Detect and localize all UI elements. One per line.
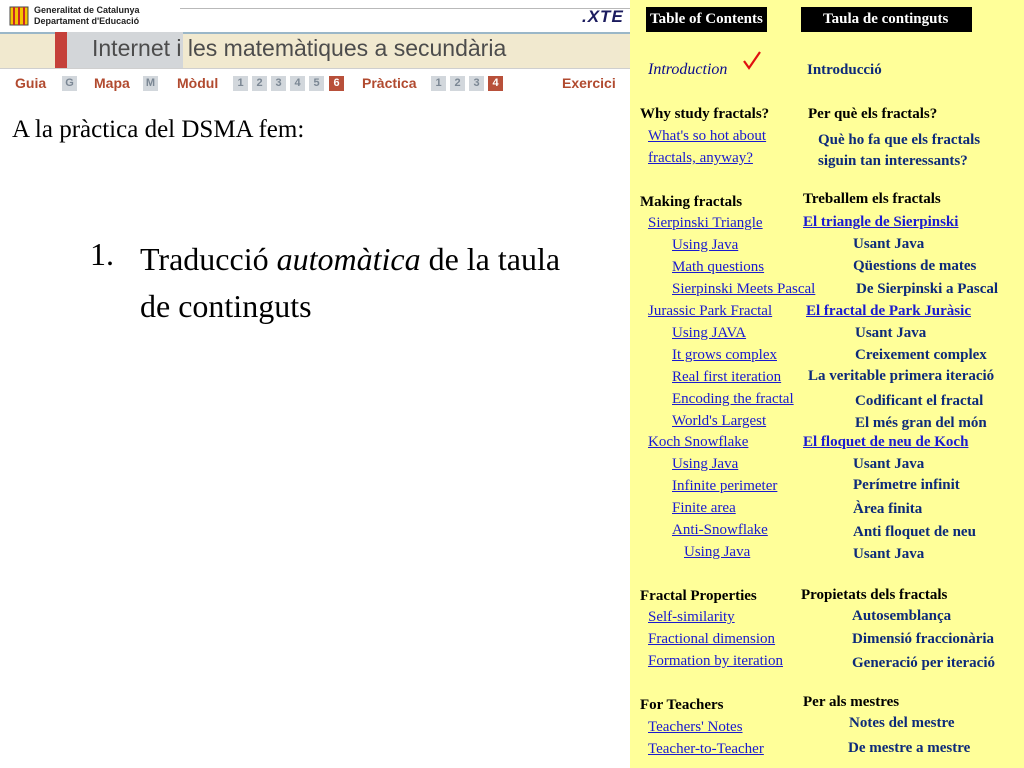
toc-ca-jurassic[interactable]: El fractal de Park Juràsic [806, 303, 971, 319]
nav-practica-4[interactable]: 4 [488, 76, 503, 91]
list-item-text-start: Traducció [140, 241, 277, 277]
toc-en-section-properties: Fractal Properties [640, 588, 757, 604]
toc-ca-section-making: Treballem els fractals [803, 191, 941, 207]
toc-en-fractals-anyway[interactable]: fractals, anyway? [648, 150, 753, 166]
nav-exercici[interactable]: Exercici [562, 75, 616, 91]
nav-guia[interactable]: Guia [15, 75, 47, 91]
nav-practica[interactable]: Pràctica [362, 75, 417, 91]
toc-en-teachers-notes[interactable]: Teachers' Notes [648, 719, 743, 735]
list-item-text-end: de la taula de continguts [140, 241, 561, 324]
nav-modul-4[interactable]: 4 [290, 76, 305, 91]
site-title [92, 35, 506, 62]
toc-ca-real-first: La veritable primera iteració [808, 368, 995, 384]
nav-practica-1[interactable]: 1 [431, 76, 446, 91]
org-name-line1: Generalitat de Catalunya [34, 5, 140, 15]
toc-en-section-teachers: For Teachers [640, 697, 724, 713]
toc-en-introduction[interactable]: Introduction [648, 61, 728, 78]
toc-ca-anti-snowflake: Anti floquet de neu [853, 524, 976, 540]
toc-ca-infinite-perimeter: Perímetre infinit [853, 477, 960, 493]
xtec-logo[interactable]: .XTE [582, 7, 624, 26]
toc-ca-section-teachers: Per als mestres [803, 694, 900, 710]
nav-modul-3[interactable]: 3 [271, 76, 286, 91]
toc-ca-finite-area: Àrea finita [853, 501, 923, 517]
list-item [140, 236, 580, 330]
toc-header-en: Table of Contents [646, 7, 767, 32]
toc-ca-sierpinski-pascal: De Sierpinski a Pascal [856, 281, 999, 297]
check-mark-icon [742, 50, 762, 72]
nav-practica-2[interactable]: 2 [450, 76, 465, 91]
nav-modul-1[interactable]: 1 [233, 76, 248, 91]
nav-practica-3[interactable]: 3 [469, 76, 484, 91]
course-navigation [0, 68, 630, 101]
toc-en-jurassic[interactable]: Jurassic Park Fractal [648, 303, 773, 319]
toc-en-jurassic-java[interactable]: Using JAVA [672, 325, 747, 341]
org-name-line2: Departament d'Educació [34, 16, 140, 26]
toc-en-grows-complex[interactable]: It grows complex [672, 347, 777, 363]
nav-modul-6[interactable]: 6 [329, 76, 344, 91]
government-bar [0, 0, 630, 32]
toc-en-teacher-to-teacher[interactable]: Teacher-to-Teacher [648, 741, 764, 757]
toc-en-anti-snowflake[interactable]: Anti-Snowflake [672, 522, 768, 538]
toc-ca-encoding: Codificant el fractal [855, 393, 984, 409]
site-header [0, 0, 630, 100]
nav-mapa-badge[interactable]: M [143, 76, 158, 91]
toc-ca-introduction: Introducció [807, 62, 882, 78]
nav-modul-5[interactable]: 5 [309, 76, 324, 91]
toc-ca-math-questions: Qüestions de mates [853, 258, 977, 274]
toc-en-encoding[interactable]: Encoding the fractal [672, 391, 794, 407]
nav-modul[interactable]: Mòdul [177, 75, 219, 91]
toc-ca-sierpinski[interactable]: El triangle de Sierpinski [803, 214, 959, 230]
toc-en-sierpinski-pascal[interactable]: Sierpinski Meets Pascal [672, 281, 816, 297]
site-title-part2: i les matemàtiques a secundària [170, 35, 507, 61]
toc-ca-fractals-anyway: siguin tan interessants? [818, 153, 968, 169]
toc-ca-formation-iteration: Generació per iteració [852, 655, 995, 671]
toc-en-infinite-perimeter[interactable]: Infinite perimeter [672, 478, 778, 494]
toc-en-real-first[interactable]: Real first iteration [672, 369, 782, 385]
toc-panel [630, 0, 1024, 768]
toc-ca-jurassic-java: Usant Java [855, 325, 927, 341]
header-divider [180, 8, 630, 9]
toc-en-formation-iteration[interactable]: Formation by iteration [648, 653, 783, 669]
toc-en-finite-area[interactable]: Finite area [672, 500, 736, 516]
toc-ca-grows-complex: Creixement complex [855, 347, 987, 363]
toc-en-sierpinski[interactable]: Sierpinski Triangle [648, 215, 763, 231]
toc-ca-anti-java: Usant Java [853, 546, 925, 562]
toc-ca-koch-java: Usant Java [853, 456, 925, 472]
toc-ca-sierpinski-java: Usant Java [853, 236, 925, 252]
toc-en-whats-hot[interactable]: What's so hot about [648, 128, 767, 144]
toc-ca-section-properties: Propietats dels fractals [801, 587, 948, 603]
nav-mapa[interactable]: Mapa [94, 75, 130, 91]
toc-ca-worlds-largest: El més gran del món [855, 415, 987, 431]
toc-ca-whats-hot: Què ho fa que els fractals [818, 132, 981, 148]
toc-en-section-why: Why study fractals? [640, 106, 770, 122]
toc-en-anti-java[interactable]: Using Java [684, 544, 751, 560]
toc-ca-teachers-notes: Notes del mestre [849, 715, 955, 731]
nav-modul-2[interactable]: 2 [252, 76, 267, 91]
toc-en-sierpinski-java[interactable]: Using Java [672, 237, 739, 253]
toc-ca-koch[interactable]: El floquet de neu de Koch [803, 434, 969, 450]
catalonia-crest-icon [9, 6, 29, 26]
toc-en-section-making: Making fractals [640, 194, 743, 210]
toc-en-self-similarity[interactable]: Self-similarity [648, 609, 735, 625]
list-item-number: 1. [90, 236, 114, 272]
toc-ca-self-similarity: Autosemblança [852, 608, 952, 624]
toc-ca-teacher-to-teacher: De mestre a mestre [848, 740, 971, 756]
toc-en-math-questions[interactable]: Math questions [672, 259, 765, 275]
nav-guia-badge[interactable]: G [62, 76, 77, 91]
toc-en-fractional-dimension[interactable]: Fractional dimension [648, 631, 776, 647]
toc-header-ca: Taula de continguts [801, 7, 972, 32]
toc-ca-section-why: Per què els fractals? [808, 106, 938, 122]
toc-ca-fractional-dimension: Dimensió fraccionària [852, 631, 995, 647]
title-accent-bar [55, 32, 67, 68]
list-item-emphasis: automàtica [276, 241, 421, 277]
toc-en-worlds-largest[interactable]: World's Largest [672, 413, 767, 429]
site-title-part1: Internet [92, 35, 170, 61]
toc-en-koch[interactable]: Koch Snowflake [648, 434, 749, 450]
slide-intro: A la pràctica del DSMA fem: [12, 116, 305, 143]
toc-en-koch-java[interactable]: Using Java [672, 456, 739, 472]
